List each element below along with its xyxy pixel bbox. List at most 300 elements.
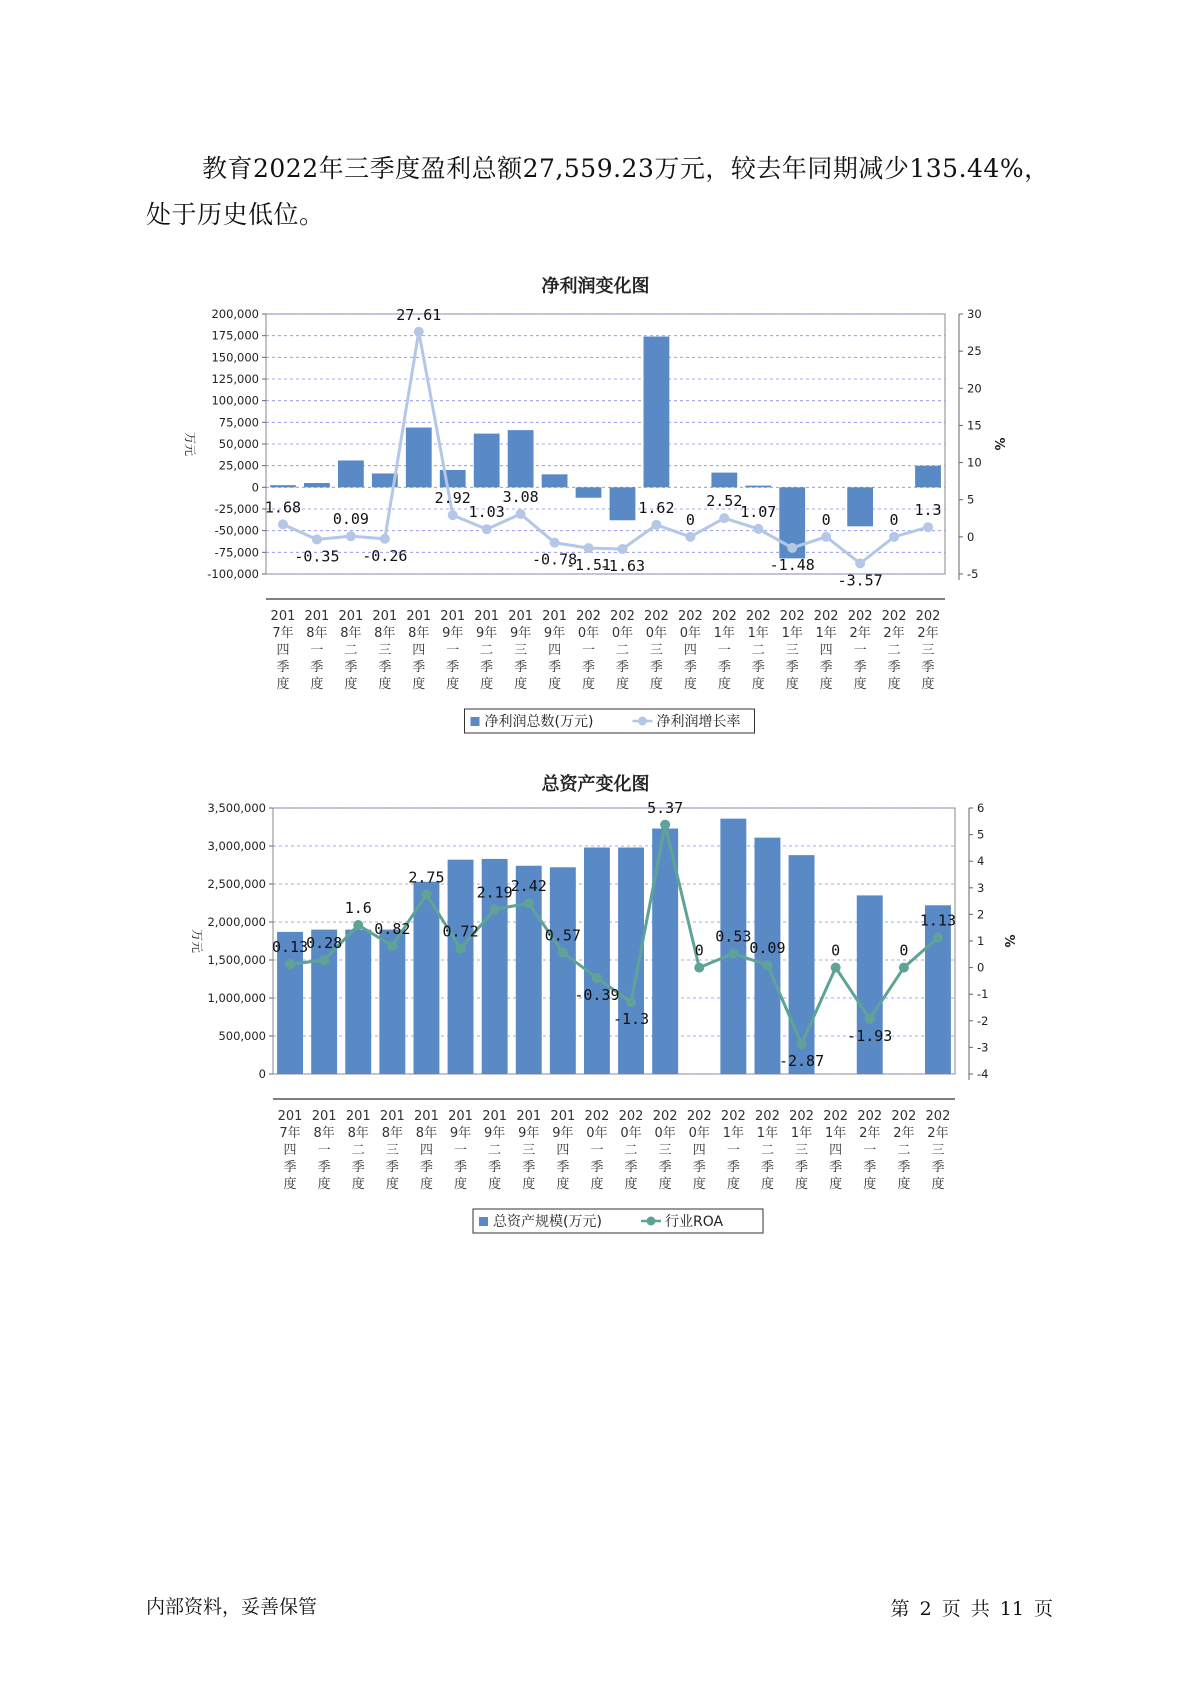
x-tick-label: 季 [760, 1160, 774, 1175]
y-tick-label: 2,000,000 [207, 915, 266, 929]
legend-label: 净利润总数(万元) [484, 714, 594, 730]
x-tick-label: 度 [726, 1177, 740, 1192]
x-tick-label: 季 [548, 660, 562, 675]
x-tick-label: 季 [446, 660, 460, 675]
line-point [787, 543, 797, 553]
x-tick-label: 度 [590, 1177, 604, 1192]
x-tick-label: 1年 [747, 626, 769, 641]
x-tick-label: 度 [378, 677, 392, 692]
x-tick-label: 8年 [347, 1126, 369, 1141]
x-tick-label: 201 [311, 1109, 337, 1124]
x-tick-label: 季 [412, 660, 426, 675]
y2-tick-label: 4 [977, 854, 985, 869]
x-tick-label: 1年 [825, 1126, 847, 1141]
x-tick-label: 度 [785, 677, 799, 692]
data-label: -0.78 [531, 550, 578, 569]
y-tick-label: 175,000 [211, 328, 259, 343]
x-tick-label: 9年 [476, 626, 498, 641]
legend-swatch-point [647, 1217, 656, 1226]
bar [474, 434, 500, 488]
x-tick-label: 1年 [713, 626, 735, 641]
data-label: 0.72 [442, 922, 479, 941]
x-tick-label: 一 [590, 1143, 604, 1158]
line-point [414, 327, 424, 337]
x-tick-label: 201 [482, 1109, 508, 1124]
line-point [617, 544, 627, 554]
bar [925, 905, 951, 1074]
data-label: -0.26 [362, 546, 408, 565]
x-tick-label: 季 [615, 660, 629, 675]
y2-tick-label: 0 [967, 529, 975, 544]
line-point [524, 898, 534, 908]
x-tick-label: 202 [915, 609, 941, 624]
x-tick-label: 四 [692, 1143, 706, 1158]
x-tick-label: 度 [624, 1177, 638, 1192]
line-point [626, 997, 636, 1007]
y-tick-label: 3,000,000 [207, 839, 266, 853]
intro-paragraph: 教育2022年三季度盈利总额27,559.23万元，较去年同期减少135.44%，处于历史低位。 [146, 154, 1050, 229]
x-tick-label: 季 [921, 660, 935, 675]
x-tick-label: 季 [514, 660, 528, 675]
x-tick-label: 0年 [679, 626, 702, 641]
x-tick-label: 一 [582, 643, 596, 658]
line-point [285, 959, 295, 969]
bar [610, 487, 636, 520]
total-assets-chart [0, 798, 1191, 1238]
data-label: 1.6 [344, 899, 372, 918]
y-tick-label: 125,000 [211, 372, 259, 386]
data-label: 0.09 [749, 939, 786, 958]
x-tick-label: 一 [853, 643, 867, 658]
line-point [584, 543, 594, 553]
line-point [660, 820, 670, 830]
x-tick-label: 202 [789, 1109, 814, 1124]
line-point [346, 531, 356, 541]
line-point [685, 532, 695, 542]
x-tick-label: 二 [344, 643, 358, 658]
x-tick-label: 202 [823, 1109, 849, 1124]
line-point [312, 534, 322, 544]
x-tick-label: 2年 [917, 626, 939, 641]
y2-tick-label: 0 [977, 960, 985, 975]
x-tick-label: 季 [378, 660, 392, 675]
x-tick-label: 9年 [449, 1126, 472, 1141]
x-tick-label: 201 [440, 609, 466, 624]
bar [720, 819, 746, 1074]
data-label: -0.39 [574, 985, 620, 1004]
data-label: -1.3 [612, 1010, 650, 1029]
data-label: -3.57 [837, 571, 883, 590]
line-point [456, 943, 466, 953]
x-tick-label: 0年 [620, 1126, 642, 1141]
x-tick-label: 一 [863, 1143, 877, 1158]
line-point [753, 524, 763, 534]
x-tick-label: 四 [419, 1143, 433, 1158]
x-tick-label: 202 [618, 1109, 644, 1124]
legend-swatch-point [638, 717, 647, 726]
line-point [448, 510, 458, 520]
x-tick-label: 9年 [552, 1126, 574, 1141]
bar [542, 474, 568, 487]
y2-tick-label: -4 [977, 1067, 989, 1081]
x-tick-label: 201 [304, 609, 330, 624]
x-tick-label: 8年 [408, 626, 430, 641]
x-tick-label: 201 [550, 1109, 576, 1124]
data-label: 0 [694, 941, 704, 960]
x-tick-label: 202 [711, 609, 737, 624]
x-tick-label: 202 [813, 609, 839, 624]
x-tick-label: 度 [446, 677, 460, 692]
data-label: 1.62 [638, 498, 675, 517]
x-tick-label: 202 [847, 609, 873, 624]
data-label: -0.35 [294, 547, 340, 566]
x-tick-label: 201 [508, 609, 534, 624]
series-line [283, 332, 928, 564]
x-tick-label: 度 [692, 1177, 706, 1192]
x-tick-label: 0年 [586, 1126, 608, 1141]
x-tick-label: 9年 [543, 626, 566, 641]
x-tick-label: 季 [310, 660, 324, 675]
x-tick-label: 8年 [340, 626, 362, 641]
data-label: 0 [685, 510, 695, 529]
x-tick-label: 度 [556, 1177, 570, 1192]
legend-label: 行业ROA [665, 1214, 724, 1230]
line-point [719, 513, 729, 523]
footer-confidential-note: 内部资料，妥善保管 [146, 1596, 318, 1618]
x-tick-label: 季 [556, 1160, 570, 1175]
x-tick-label: 1年 [722, 1126, 744, 1141]
y-tick-label: 1,500,000 [207, 953, 266, 967]
line-point [651, 520, 661, 530]
x-tick-label: 度 [522, 1177, 536, 1192]
line-point [762, 960, 772, 970]
x-tick-label: 0年 [645, 626, 668, 641]
x-tick-label: 三 [522, 1143, 536, 1158]
x-tick-label: 度 [717, 677, 731, 692]
line-point [353, 920, 363, 930]
x-tick-label: 一 [717, 643, 731, 658]
x-tick-label: 一 [317, 1143, 331, 1158]
y-axis-title: 万元 [183, 431, 197, 457]
bar [550, 867, 576, 1074]
y-tick-label: 2,500,000 [207, 877, 266, 891]
bar [379, 930, 405, 1074]
x-tick-label: 三 [658, 1143, 672, 1158]
x-tick-label: 202 [755, 1109, 780, 1124]
x-tick-label: 度 [853, 677, 867, 692]
y2-tick-label: 25 [967, 344, 982, 359]
y2-tick-label: 5 [977, 827, 985, 842]
x-tick-label: 度 [385, 1177, 399, 1192]
data-label: 0 [831, 941, 841, 960]
line-point [490, 904, 500, 914]
x-tick-label: 202 [576, 609, 601, 624]
x-tick-label: 0年 [577, 626, 600, 641]
line-point [482, 524, 492, 534]
data-label: -1.93 [847, 1026, 893, 1045]
data-label: 0.09 [332, 510, 369, 529]
x-tick-label: 度 [582, 677, 596, 692]
line-point [516, 509, 526, 519]
x-tick-label: 202 [610, 609, 635, 624]
x-tick-label: 201 [270, 609, 296, 624]
x-tick-label: 一 [310, 643, 324, 658]
y-tick-label: 3,500,000 [207, 801, 266, 815]
y2-tick-label: 2 [977, 907, 985, 922]
chart2-title: 总资产变化图 [541, 774, 650, 795]
line-point [855, 558, 865, 568]
x-tick-label: 0年 [688, 1126, 710, 1141]
x-tick-label: 二 [480, 643, 494, 658]
x-tick-label: 季 [887, 660, 901, 675]
x-tick-label: 季 [344, 660, 358, 675]
x-tick-label: 8年 [415, 1126, 438, 1141]
data-label: 0.13 [271, 938, 309, 957]
x-tick-label: 季 [829, 1160, 843, 1175]
x-tick-label: 201 [379, 1109, 405, 1124]
line-point [558, 947, 568, 957]
x-tick-label: 9年 [484, 1126, 506, 1141]
line-point [933, 933, 943, 943]
x-tick-label: 度 [921, 677, 935, 692]
x-tick-label: 季 [692, 1160, 706, 1175]
x-tick-label: 8年 [306, 626, 328, 641]
bar [745, 486, 771, 488]
x-tick-label: 二 [887, 643, 901, 658]
y2-tick-label: 1 [977, 934, 985, 948]
data-label: 0 [899, 941, 909, 960]
x-tick-label: 1年 [781, 626, 803, 641]
line-point [421, 889, 431, 899]
y-tick-label: 500,000 [218, 1029, 266, 1043]
x-tick-label: 2年 [893, 1126, 915, 1141]
x-tick-label: 8年 [313, 1126, 335, 1141]
data-label: -1.63 [599, 556, 646, 575]
line-point [592, 973, 602, 983]
y-tick-label: 100,000 [211, 393, 259, 408]
line-point [550, 538, 560, 548]
data-label: 0.28 [306, 934, 343, 953]
bar [304, 483, 330, 487]
x-tick-label: 度 [488, 1177, 502, 1192]
x-tick-label: 一 [726, 1143, 740, 1158]
x-tick-label: 度 [276, 677, 290, 692]
bar [516, 866, 542, 1074]
x-tick-label: 度 [795, 1177, 809, 1192]
x-tick-label: 202 [881, 609, 907, 624]
x-tick-label: 度 [897, 1177, 911, 1192]
data-label: -2.87 [778, 1051, 825, 1070]
x-tick-label: 度 [931, 1177, 945, 1192]
x-tick-label: 202 [891, 1109, 917, 1124]
x-tick-label: 9年 [442, 626, 464, 641]
y-tick-label: 0 [251, 480, 259, 495]
line-point [889, 532, 899, 542]
x-tick-label: 度 [317, 1177, 331, 1192]
x-tick-label: 季 [717, 660, 731, 675]
bar [448, 860, 474, 1074]
y2-tick-label: -3 [977, 1040, 989, 1055]
y2-axis-title: % [991, 437, 1006, 451]
y-tick-label: -50,000 [214, 523, 259, 538]
x-tick-label: 四 [829, 1143, 843, 1158]
data-label: 2.92 [434, 489, 471, 508]
x-tick-label: 季 [522, 1160, 536, 1175]
x-tick-label: 季 [283, 1160, 297, 1175]
footer-page-number: 第 2 页 共 11 页 [890, 1598, 1053, 1620]
line-point [923, 522, 933, 532]
x-tick-label: 度 [283, 1177, 297, 1192]
y2-tick-label: 20 [967, 381, 982, 396]
x-tick-label: 季 [726, 1160, 740, 1175]
bar [345, 930, 371, 1074]
line-point [865, 1014, 875, 1024]
data-label: 1.68 [264, 498, 302, 517]
y2-tick-label: 5 [967, 492, 975, 507]
x-tick-label: 度 [683, 677, 697, 692]
x-tick-label: 季 [488, 1160, 502, 1175]
x-tick-label: 季 [624, 1160, 638, 1175]
data-label: 3.08 [502, 487, 539, 506]
legend-label: 总资产规模(万元) [493, 1214, 602, 1230]
x-tick-label: 202 [745, 609, 771, 624]
x-tick-label: 季 [853, 660, 867, 675]
x-tick-label: 202 [925, 1109, 951, 1124]
x-tick-label: 季 [751, 660, 765, 675]
bar [847, 487, 873, 526]
x-tick-label: 2年 [849, 626, 871, 641]
y2-tick-label: 10 [967, 455, 982, 470]
x-tick-label: 季 [351, 1160, 365, 1175]
x-tick-label: 度 [819, 677, 833, 692]
line-point [278, 519, 288, 529]
x-tick-label: 201 [414, 1109, 439, 1124]
x-tick-label: 四 [276, 643, 290, 658]
x-tick-label: 四 [819, 643, 833, 658]
x-tick-label: 四 [556, 1143, 570, 1158]
x-tick-label: 三 [514, 643, 528, 658]
x-tick-label: 度 [419, 1177, 433, 1192]
y2-tick-label: -2 [977, 1013, 989, 1028]
x-tick-label: 202 [779, 609, 805, 624]
x-tick-label: 二 [760, 1143, 774, 1158]
x-tick-label: 度 [351, 1177, 365, 1192]
x-tick-label: 度 [887, 677, 901, 692]
x-tick-label: 度 [615, 677, 629, 692]
x-tick-label: 四 [548, 643, 562, 658]
y2-tick-label: 30 [967, 307, 982, 321]
x-tick-label: 季 [931, 1160, 945, 1175]
x-tick-label: 度 [412, 677, 426, 692]
y2-tick-label: 3 [977, 880, 985, 895]
y-tick-label: 75,000 [218, 415, 259, 430]
data-label: -1.51 [565, 556, 612, 575]
y-tick-label: -100,000 [207, 567, 259, 581]
bar [857, 895, 883, 1074]
bar [338, 460, 364, 487]
x-tick-label: 0年 [611, 626, 634, 641]
bar [915, 466, 941, 488]
x-tick-label: 度 [751, 677, 765, 692]
x-tick-label: 202 [652, 1109, 678, 1124]
bar [644, 337, 670, 488]
x-tick-label: 二 [751, 643, 765, 658]
x-tick-label: 8年 [374, 626, 396, 641]
data-label: 0.53 [715, 927, 752, 946]
x-tick-label: 201 [277, 1109, 303, 1124]
x-tick-label: 202 [720, 1109, 746, 1124]
x-tick-label: 201 [542, 609, 567, 624]
y-tick-label: 50,000 [218, 437, 259, 451]
x-tick-label: 202 [857, 1109, 883, 1124]
y-tick-label: 1,000,000 [207, 991, 266, 1005]
x-tick-label: 季 [582, 660, 596, 675]
x-tick-label: 0年 [654, 1126, 676, 1141]
data-label: 5.37 [647, 798, 684, 817]
data-label: 1.07 [740, 502, 777, 521]
x-tick-label: 201 [448, 1109, 473, 1124]
x-tick-label: 季 [863, 1160, 877, 1175]
x-tick-label: 季 [785, 660, 799, 675]
data-label: 2.52 [706, 492, 743, 511]
x-tick-label: 季 [795, 1160, 809, 1175]
x-tick-label: 三 [931, 1143, 945, 1158]
x-tick-label: 季 [897, 1160, 911, 1175]
line-point [831, 963, 841, 973]
x-tick-label: 季 [317, 1160, 331, 1175]
x-tick-label: 三 [649, 643, 663, 658]
x-tick-label: 201 [338, 609, 364, 624]
bar [270, 485, 296, 487]
x-tick-label: 202 [686, 1109, 712, 1124]
x-tick-label: 四 [412, 643, 426, 658]
x-tick-label: 季 [480, 660, 494, 675]
x-tick-label: 9年 [518, 1126, 540, 1141]
x-tick-label: 度 [310, 677, 324, 692]
x-tick-label: 8年 [381, 1126, 403, 1141]
x-tick-label: 季 [649, 660, 663, 675]
legend-swatch-bar [471, 717, 480, 726]
x-tick-label: 二 [615, 643, 629, 658]
data-label: -1.48 [769, 555, 815, 574]
data-label: 2.75 [408, 868, 445, 887]
line-point [728, 949, 738, 959]
x-tick-label: 季 [683, 660, 697, 675]
bar [576, 487, 602, 497]
line-point [380, 534, 390, 544]
bar [584, 848, 610, 1074]
data-label: 27.61 [396, 305, 442, 324]
x-tick-label: 2年 [859, 1126, 881, 1141]
x-tick-label: 201 [372, 609, 398, 624]
legend-swatch-bar [479, 1217, 488, 1226]
x-tick-label: 季 [276, 660, 290, 675]
x-tick-label: 四 [283, 1143, 297, 1158]
data-label: 0 [889, 510, 899, 529]
bar [406, 428, 432, 488]
x-tick-label: 二 [624, 1143, 638, 1158]
x-tick-label: 202 [644, 609, 669, 624]
x-tick-label: 度 [344, 677, 358, 692]
x-tick-label: 度 [480, 677, 494, 692]
data-label: 1.3 [914, 501, 942, 520]
x-tick-label: 季 [819, 660, 833, 675]
x-tick-label: 二 [488, 1143, 502, 1158]
data-label: 2.42 [510, 877, 547, 896]
y-tick-label: -75,000 [214, 545, 259, 560]
x-tick-label: 三 [921, 643, 935, 658]
x-tick-label: 1年 [790, 1126, 813, 1141]
